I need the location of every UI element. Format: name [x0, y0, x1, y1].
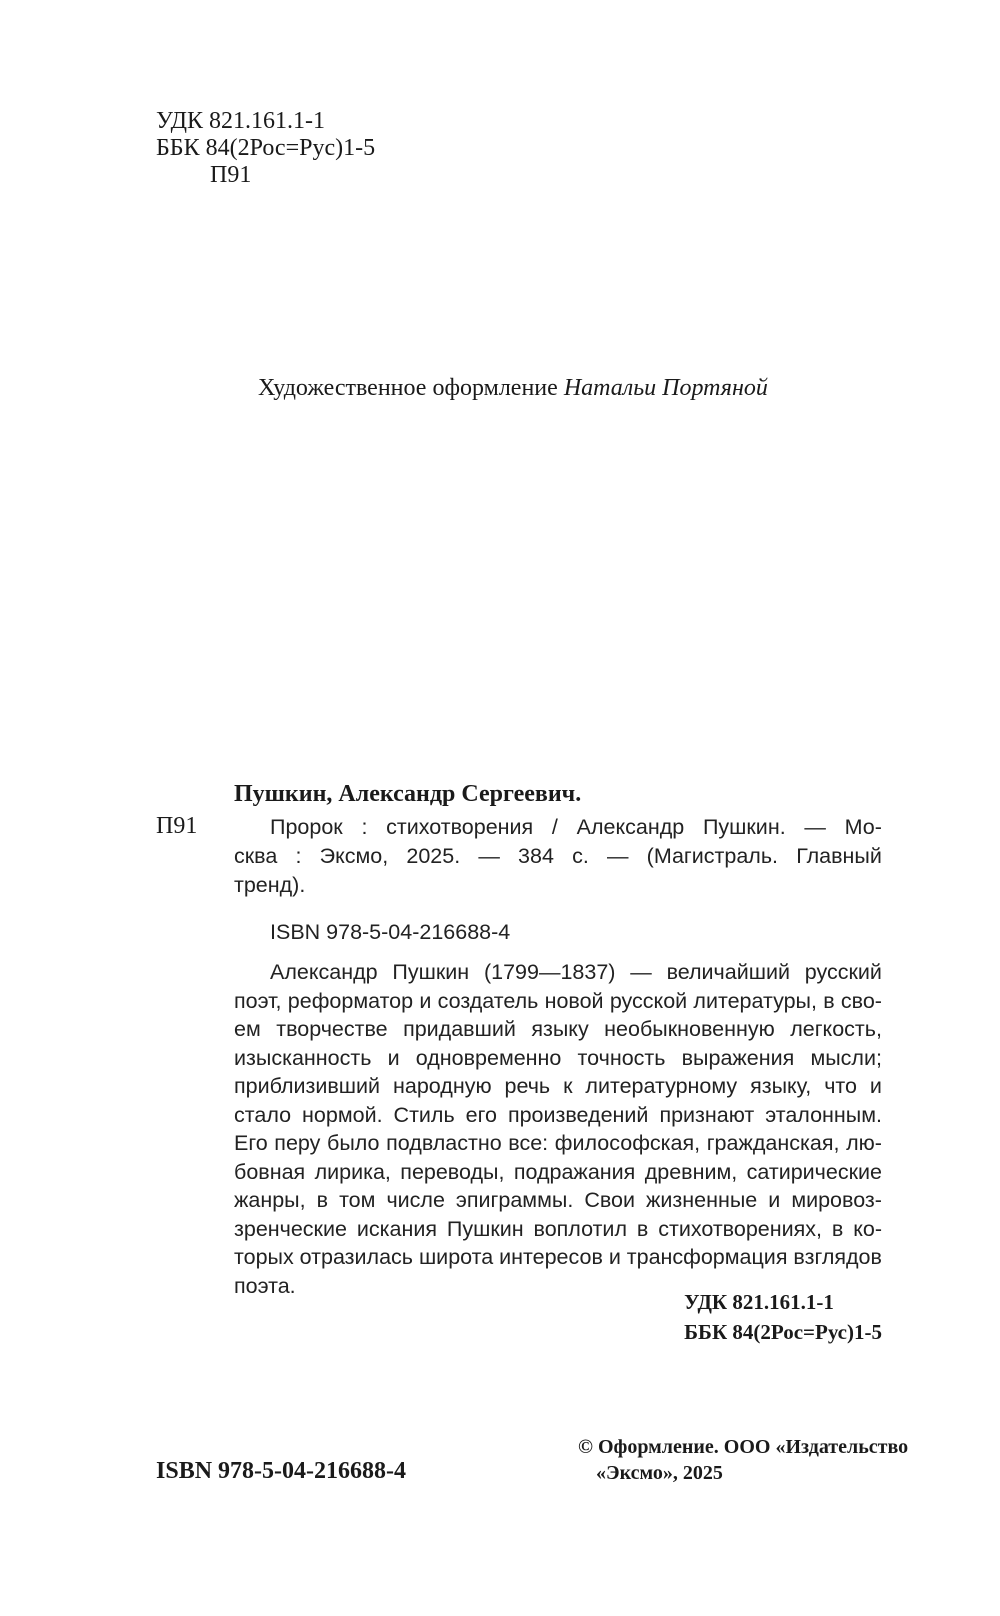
bbk-code-bottom: ББК 84(2Рос=Рус)1-5 [684, 1320, 882, 1344]
copyright-line-1: © Оформление. ООО «Издательство [578, 1436, 909, 1458]
author-mark: П91 [210, 162, 252, 188]
annotation-line: изысканность и одновременно точность выражения мысли; [234, 1045, 882, 1070]
designer-name: Натальи Портяной [563, 375, 768, 401]
annotation-line: Его перу было подвластно все: философская, гражданская, лю- [234, 1131, 882, 1155]
biblio-line: сква : Эксмо, 2025. — 384 с. — (Магистраль. Главный [234, 844, 882, 868]
udk-code: УДК 821.161.1-1 [156, 108, 325, 134]
annotation-line: стало нормой. Стиль его произведений признают эталонным. [234, 1102, 882, 1127]
catalog-author: Пушкин, Александр Сергеевич. [234, 781, 582, 807]
annotation-line: поэт, реформатор и создатель новой русской литературы, в сво- [234, 988, 882, 1013]
annotation-line: ем творчестве придавший языку необыкновенную легкость, [234, 1017, 882, 1041]
design-credit [258, 375, 768, 402]
isbn-bottom: ISBN 978-5-04-216688-4 [156, 1458, 406, 1484]
biblio-line: тренд). [234, 873, 306, 897]
catalog-isbn: ISBN 978-5-04-216688-4 [270, 920, 511, 944]
bbk-code: ББК 84(2Рос=Рус)1-5 [156, 135, 376, 161]
classification-codes-top [156, 108, 375, 189]
catalog-author-mark: П91 [156, 813, 198, 839]
annotation [234, 958, 882, 1300]
annotation-line: жанры, в том числе эпиграммы. Свои жизненные и мировоз- [234, 1188, 882, 1212]
copyright-line-2: «Эксмо», 2025 [596, 1462, 723, 1484]
annotation-line: бовная лирика, переводы, подражания древним, сатирические [234, 1159, 882, 1184]
design-credit-prefix: Художественное оформление [258, 375, 558, 401]
annotation-line: приблизивший народную речь к литературному языку, что и [234, 1074, 882, 1098]
bibliographic-description [234, 813, 882, 900]
copyright-notice [578, 1434, 908, 1486]
annotation-line: поэта. [234, 1273, 296, 1298]
classification-codes-bottom [684, 1287, 882, 1347]
annotation-line: зренческие искания Пушкин воплотил в стихотворениях, в ко- [234, 1216, 882, 1241]
annotation-line: торых отразилась широта интересов и трансформация взглядов [234, 1245, 882, 1269]
udk-code-bottom: УДК 821.161.1-1 [684, 1290, 834, 1314]
annotation-line: Александр Пушкин (1799—1837) — величайший русский [270, 960, 882, 984]
biblio-line: Пророк : стихотворения / Александр Пушкин. — Мо- [270, 815, 882, 839]
